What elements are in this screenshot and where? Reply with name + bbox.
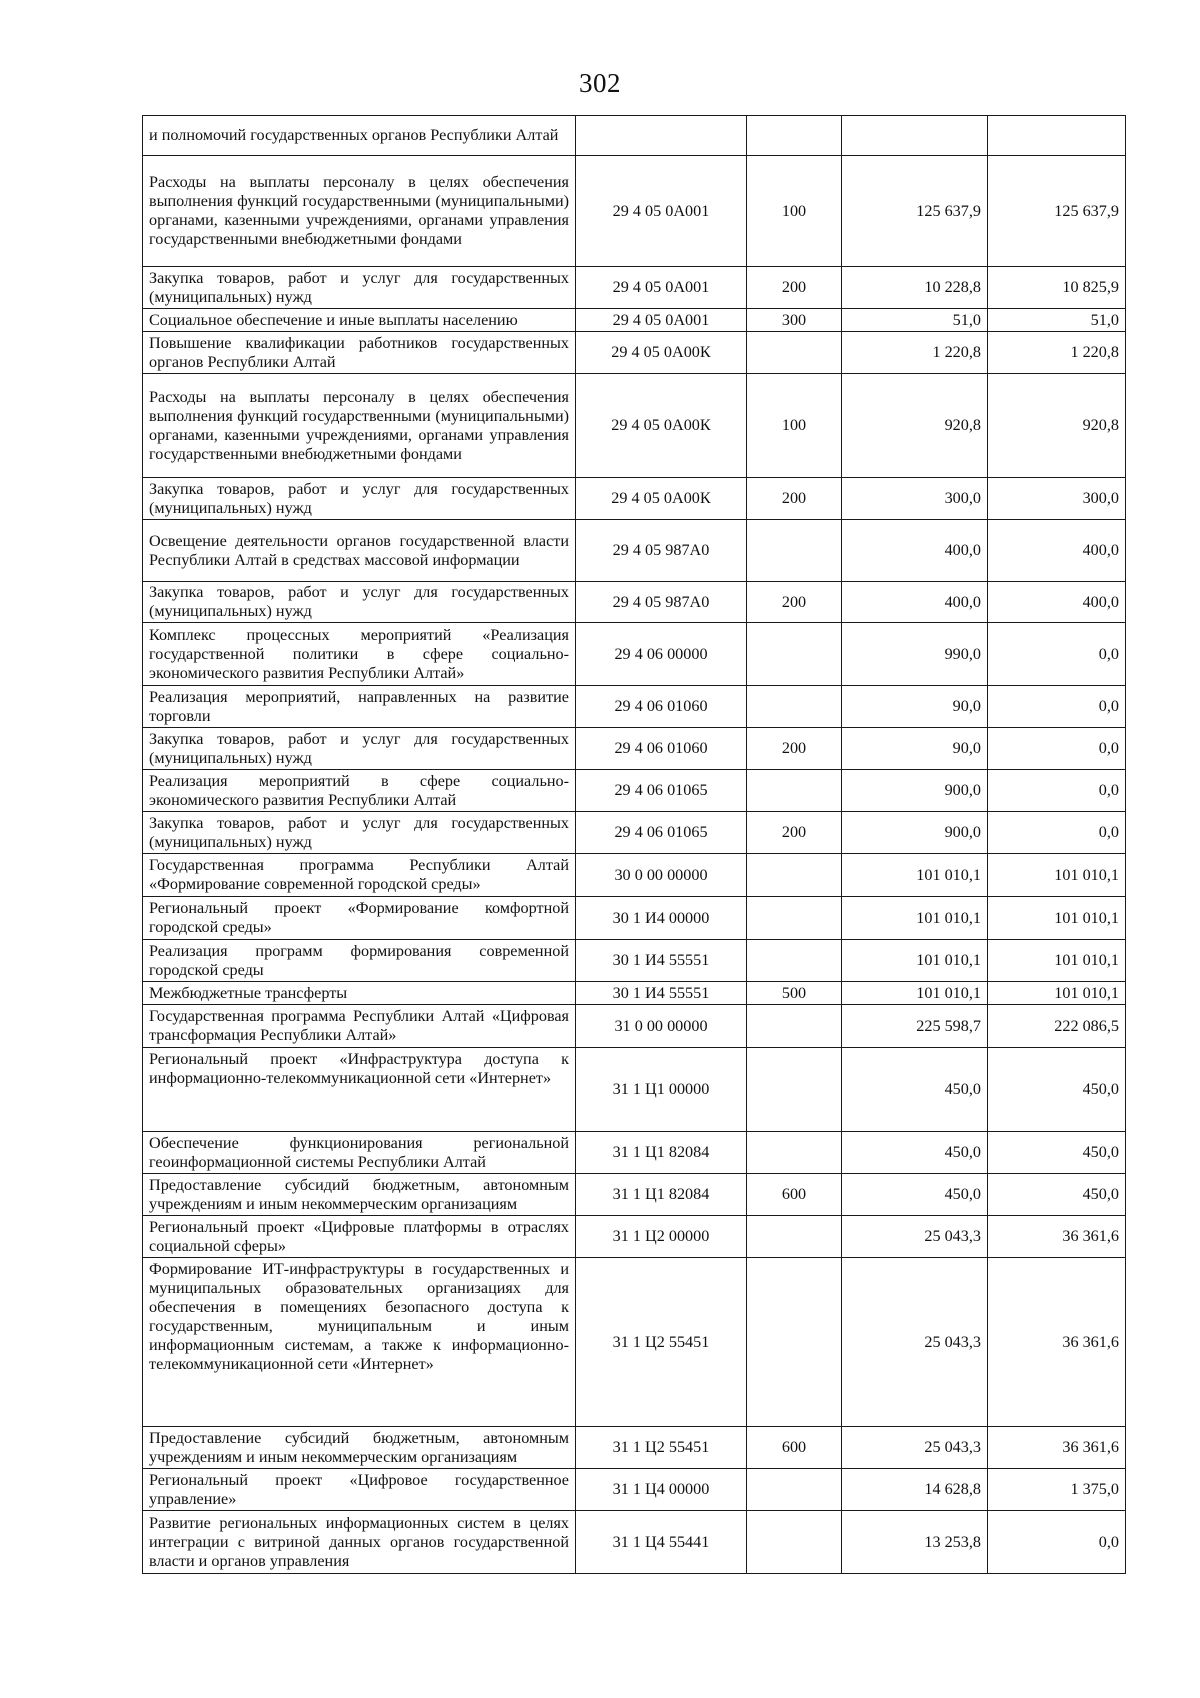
row-amount-2: 450,0: [988, 1174, 1126, 1216]
row-expense-type: [747, 1132, 842, 1174]
row-description: Закупка товаров, работ и услуг для государственных (муниципальных) нужд: [143, 267, 576, 309]
row-expense-type: [747, 897, 842, 940]
row-description: Межбюджетные трансферты: [143, 982, 576, 1005]
row-code: 31 0 00 00000: [576, 1005, 747, 1048]
row-description: Государственная программа Республики Алтай «Цифровая трансформация Республики Алтай»: [143, 1005, 576, 1048]
table-row: [143, 1174, 1126, 1216]
row-amount-1: 90,0: [842, 686, 988, 728]
row-expense-type: [747, 854, 842, 897]
row-expense-type: 100: [747, 374, 842, 478]
row-description: Развитие региональных информационных систем в целях интеграции с витриной данных органов государственной власти и органов управления: [143, 1511, 576, 1574]
row-description: Региональный проект «Цифровые платформы в отраслях социальной сферы»: [143, 1216, 576, 1258]
row-expense-type: 500: [747, 982, 842, 1005]
row-description: Закупка товаров, работ и услуг для государственных (муниципальных) нужд: [143, 728, 576, 770]
row-amount-1: 990,0: [842, 623, 988, 686]
row-code: 29 4 06 01065: [576, 812, 747, 854]
row-amount-1: 450,0: [842, 1048, 988, 1132]
row-code: 31 1 Ц2 00000: [576, 1216, 747, 1258]
table-row: [143, 478, 1126, 520]
row-amount-2: 51,0: [988, 309, 1126, 332]
row-expense-type: [747, 1469, 842, 1511]
row-description: Предоставление субсидий бюджетным, автономным учреждениям и иным некоммерческим организациям: [143, 1174, 576, 1216]
row-expense-type: 200: [747, 478, 842, 520]
table-row: [143, 156, 1126, 267]
row-amount-1: 101 010,1: [842, 897, 988, 940]
row-amount-1: 25 043,3: [842, 1216, 988, 1258]
row-description: Закупка товаров, работ и услуг для государственных (муниципальных) нужд: [143, 812, 576, 854]
row-expense-type: [747, 770, 842, 812]
table-row: [143, 770, 1126, 812]
row-amount-1: 450,0: [842, 1174, 988, 1216]
row-description: Социальное обеспечение и иные выплаты населению: [143, 309, 576, 332]
row-expense-type: 600: [747, 1174, 842, 1216]
row-amount-1: 13 253,8: [842, 1511, 988, 1574]
row-amount-2: 1 375,0: [988, 1469, 1126, 1511]
row-expense-type: [747, 1511, 842, 1574]
row-description: Обеспечение функционирования региональной геоинформационной системы Республики Алтай: [143, 1132, 576, 1174]
table-row: [143, 1216, 1126, 1258]
table-row: [143, 332, 1126, 374]
table-row: [143, 623, 1126, 686]
row-expense-type: 200: [747, 812, 842, 854]
row-amount-2: 400,0: [988, 582, 1126, 623]
row-code: 29 4 06 01060: [576, 686, 747, 728]
row-amount-2: 101 010,1: [988, 940, 1126, 982]
row-code: 29 4 06 00000: [576, 623, 747, 686]
row-amount-2: 0,0: [988, 770, 1126, 812]
row-amount-2: 36 361,6: [988, 1258, 1126, 1427]
row-code: 29 4 05 0А00К: [576, 478, 747, 520]
row-description: Реализация программ формирования современной городской среды: [143, 940, 576, 982]
row-amount-1: 90,0: [842, 728, 988, 770]
row-amount-1: 920,8: [842, 374, 988, 478]
row-amount-2: 125 637,9: [988, 156, 1126, 267]
row-expense-type: [747, 623, 842, 686]
row-amount-1: 10 228,8: [842, 267, 988, 309]
row-description: Региональный проект «Инфраструктура доступа к информационно-телекоммуникационной сети «Интернет»: [143, 1048, 576, 1132]
page-number: 302: [579, 68, 621, 98]
row-amount-1: 300,0: [842, 478, 988, 520]
row-amount-1: 450,0: [842, 1132, 988, 1174]
row-amount-2: 450,0: [988, 1048, 1126, 1132]
row-description: Реализация мероприятий в сфере социально-экономического развития Республики Алтай: [143, 770, 576, 812]
row-code: [576, 116, 747, 156]
row-amount-1: 101 010,1: [842, 982, 988, 1005]
row-description: Расходы на выплаты персоналу в целях обеспечения выполнения функций государственными (муниципальными) органами, казенными учреждениями, органами управления государственными внебюджетными фондами: [143, 374, 576, 478]
row-code: 29 4 05 0А001: [576, 156, 747, 267]
row-amount-2: 222 086,5: [988, 1005, 1126, 1048]
row-code: 31 1 Ц4 00000: [576, 1469, 747, 1511]
row-description: Закупка товаров, работ и услуг для государственных (муниципальных) нужд: [143, 478, 576, 520]
row-code: 31 1 Ц1 82084: [576, 1132, 747, 1174]
row-amount-1: [842, 116, 988, 156]
row-code: 31 1 Ц4 55441: [576, 1511, 747, 1574]
row-code: 31 1 Ц1 82084: [576, 1174, 747, 1216]
table-row: [143, 982, 1126, 1005]
table-row: [143, 728, 1126, 770]
row-expense-type: [747, 686, 842, 728]
row-amount-2: 101 010,1: [988, 854, 1126, 897]
table-row: [143, 1005, 1126, 1048]
row-amount-1: 25 043,3: [842, 1427, 988, 1469]
row-amount-1: 101 010,1: [842, 854, 988, 897]
table-row: [143, 940, 1126, 982]
row-code: 30 1 И4 00000: [576, 897, 747, 940]
row-expense-type: [747, 332, 842, 374]
table-row: [143, 1048, 1126, 1132]
row-amount-1: 400,0: [842, 582, 988, 623]
table-row: [143, 309, 1126, 332]
row-amount-1: 125 637,9: [842, 156, 988, 267]
row-expense-type: 100: [747, 156, 842, 267]
row-description: Государственная программа Республики Алтай «Формирование современной городской среды»: [143, 854, 576, 897]
row-expense-type: [747, 116, 842, 156]
row-amount-2: 0,0: [988, 812, 1126, 854]
row-amount-2: 10 825,9: [988, 267, 1126, 309]
row-amount-2: [988, 116, 1126, 156]
row-amount-2: 0,0: [988, 1511, 1126, 1574]
table-row: [143, 520, 1126, 582]
row-code: 29 4 05 0А001: [576, 309, 747, 332]
row-code: 29 4 05 0А001: [576, 267, 747, 309]
row-description: Предоставление субсидий бюджетным, автономным учреждениям и иным некоммерческим организациям: [143, 1427, 576, 1469]
row-amount-2: 300,0: [988, 478, 1126, 520]
row-amount-2: 36 361,6: [988, 1216, 1126, 1258]
table-row: [143, 686, 1126, 728]
table-row: [143, 1132, 1126, 1174]
row-description: Расходы на выплаты персоналу в целях обеспечения выполнения функций государственными (муниципальными) органами, казенными учреждениями, органами управления государственными внебюджетными фондами: [143, 156, 576, 267]
row-code: 29 4 05 987А0: [576, 582, 747, 623]
table-row: [143, 582, 1126, 623]
row-amount-2: 36 361,6: [988, 1427, 1126, 1469]
row-code: 29 4 05 987А0: [576, 520, 747, 582]
row-description: и полномочий государственных органов Республики Алтай: [143, 116, 576, 156]
row-expense-type: [747, 520, 842, 582]
row-expense-type: 200: [747, 582, 842, 623]
row-description: Реализация мероприятий, направленных на развитие торговли: [143, 686, 576, 728]
row-expense-type: [747, 1048, 842, 1132]
row-description: Формирование ИТ-инфраструктуры в государственных и муниципальных образовательных организациях для обеспечения в помещениях безопасного доступа к государственным, муниципальным и иным информационным системам, а также к информационно-телекоммуникационной сети «Интернет»: [143, 1258, 576, 1427]
row-code: 31 1 Ц2 55451: [576, 1258, 747, 1427]
row-amount-1: 14 628,8: [842, 1469, 988, 1511]
row-expense-type: 200: [747, 728, 842, 770]
row-expense-type: 300: [747, 309, 842, 332]
row-amount-1: 900,0: [842, 770, 988, 812]
row-description: Повышение квалификации работников государственных органов Республики Алтай: [143, 332, 576, 374]
row-code: 29 4 05 0А00К: [576, 332, 747, 374]
row-description: Региональный проект «Цифровое государственное управление»: [143, 1469, 576, 1511]
table-row: [143, 812, 1126, 854]
row-amount-1: 101 010,1: [842, 940, 988, 982]
row-amount-1: 51,0: [842, 309, 988, 332]
row-expense-type: 200: [747, 267, 842, 309]
row-amount-2: 0,0: [988, 728, 1126, 770]
row-code: 30 0 00 00000: [576, 854, 747, 897]
row-amount-1: 900,0: [842, 812, 988, 854]
table-row: [143, 267, 1126, 309]
row-code: 30 1 И4 55551: [576, 982, 747, 1005]
budget-table: [142, 115, 1126, 1574]
table-row: [143, 116, 1126, 156]
row-amount-2: 101 010,1: [988, 982, 1126, 1005]
row-expense-type: 600: [747, 1427, 842, 1469]
row-amount-2: 400,0: [988, 520, 1126, 582]
row-code: 29 4 06 01060: [576, 728, 747, 770]
table-row: [143, 1258, 1126, 1427]
table-row: [143, 1511, 1126, 1574]
row-code: 31 1 Ц2 55451: [576, 1427, 747, 1469]
row-code: 31 1 Ц1 00000: [576, 1048, 747, 1132]
table-row: [143, 374, 1126, 478]
row-amount-1: 225 598,7: [842, 1005, 988, 1048]
row-amount-1: 400,0: [842, 520, 988, 582]
row-amount-2: 0,0: [988, 623, 1126, 686]
row-code: 30 1 И4 55551: [576, 940, 747, 982]
row-expense-type: [747, 1005, 842, 1048]
table-row: [143, 854, 1126, 897]
row-amount-2: 1 220,8: [988, 332, 1126, 374]
row-expense-type: [747, 1258, 842, 1427]
row-amount-2: 920,8: [988, 374, 1126, 478]
row-expense-type: [747, 1216, 842, 1258]
table-row: [143, 1427, 1126, 1469]
row-description: Закупка товаров, работ и услуг для государственных (муниципальных) нужд: [143, 582, 576, 623]
row-expense-type: [747, 940, 842, 982]
row-code: 29 4 06 01065: [576, 770, 747, 812]
table-row: [143, 1469, 1126, 1511]
row-amount-1: 25 043,3: [842, 1258, 988, 1427]
row-description: Освещение деятельности органов государственной власти Республики Алтай в средствах массовой информации: [143, 520, 576, 582]
row-amount-1: 1 220,8: [842, 332, 988, 374]
row-amount-2: 450,0: [988, 1132, 1126, 1174]
table-row: [143, 897, 1126, 940]
row-description: Региональный проект «Формирование комфортной городской среды»: [143, 897, 576, 940]
row-amount-2: 101 010,1: [988, 897, 1126, 940]
row-description: Комплекс процессных мероприятий «Реализация государственной политики в сфере социально-экономического развития Республики Алтай»: [143, 623, 576, 686]
row-code: 29 4 05 0А00К: [576, 374, 747, 478]
row-amount-2: 0,0: [988, 686, 1126, 728]
